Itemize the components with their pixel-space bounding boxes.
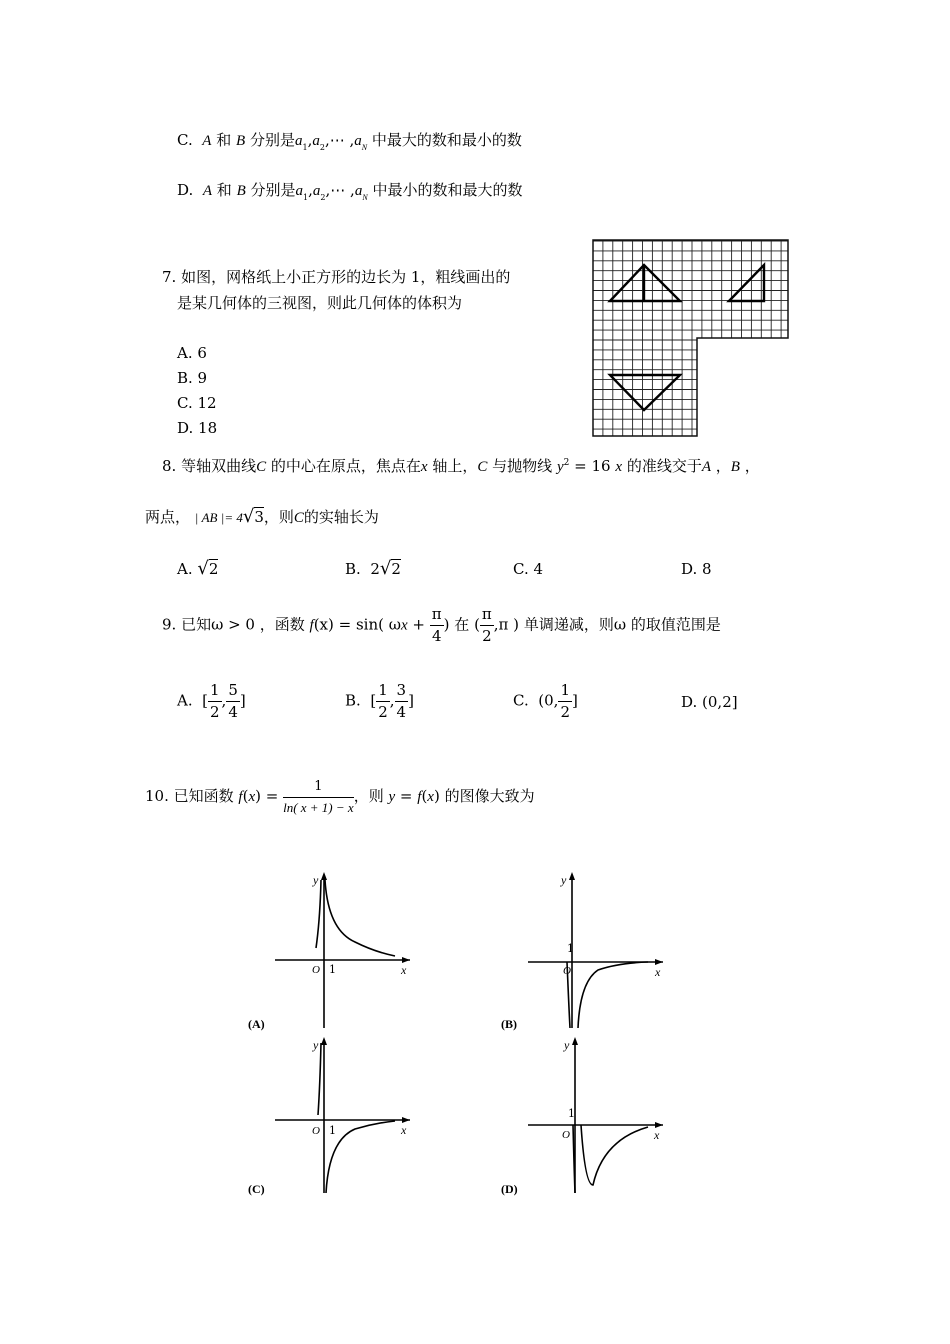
q6-option-d: D. A 和 B 分别是$a_1,a_2,\cdots$ $,a_N$ 中最小的数和最大的数 <box>177 181 523 202</box>
q8-stem-line1: 8. 等轴双曲线C 的中心在原点，焦点在x 轴上，C 与抛物线 $y^2 = 16$ x 的准线交于A ，B ， <box>162 457 760 475</box>
q7-stem-line2: 是某几何体的三视图，则此几何体的体积为 <box>177 294 463 312</box>
graph-c <box>245 1035 415 1195</box>
svg-text:O: O <box>312 964 320 976</box>
q8-option-a: A. √2 <box>177 558 219 579</box>
svg-text:1: 1 <box>568 1107 575 1120</box>
q10-stem: 10. 已知函数 f(x) = $\frac{1}{\ln( x + 1) - x}$ ，则 y = f(x) 的图像大致为 <box>145 779 535 815</box>
q7-option-d: D. 18 <box>177 419 218 437</box>
svg-text:1: 1 <box>329 963 336 976</box>
svg-text:O: O <box>312 1125 320 1137</box>
q6-option-c: C. A 和 B 分别是$a_1,a_2,\cdots$ $,a_N$ 中最大的数和最小的数 <box>177 131 522 152</box>
svg-text:y: y <box>561 873 567 887</box>
svg-text:(D): (D) <box>501 1182 518 1196</box>
q9-option-b: B. [ $\frac{1}{2}$ , $\frac{3}{4}$ ] <box>345 681 414 721</box>
q8-stem-line2: 两点， | AB |= 4√3，则C的实轴长为 <box>145 506 379 527</box>
q7-option-a: A. 6 <box>177 344 207 362</box>
svg-text:y: y <box>564 1038 570 1052</box>
svg-text:1: 1 <box>329 1124 336 1137</box>
q8-option-d: D. 8 <box>681 560 712 578</box>
svg-text:y: y <box>313 873 319 887</box>
graph-a <box>245 870 415 1030</box>
svg-text:(C): (C) <box>248 1182 265 1196</box>
q9-option-c: C. (0, $\frac{1}{2}$ ] <box>513 681 578 721</box>
q7-option-c: C. 12 <box>177 394 217 412</box>
svg-text:x: x <box>654 1128 660 1142</box>
svg-text:x: x <box>401 963 407 977</box>
q8-option-c: C. 4 <box>513 560 544 578</box>
svg-text:x: x <box>655 965 661 979</box>
three-view-grid-figure <box>591 240 791 438</box>
q9-option-d: D. (0,2] <box>681 693 738 711</box>
svg-text:O: O <box>562 1129 570 1141</box>
svg-text:y: y <box>313 1038 319 1052</box>
top-view-triangle <box>610 375 680 410</box>
svg-text:x: x <box>401 1123 407 1137</box>
q8-option-b: B. 2√2 <box>345 558 401 579</box>
svg-text:1: 1 <box>567 942 574 955</box>
graph-b <box>498 870 668 1030</box>
svg-text:(A): (A) <box>248 1017 265 1031</box>
q9-stem: 9. 已知ω > 0 ，函数 f(x) = sin( ωx + $\frac{\pi}{4}$ ) 在 ( $\frac{\pi}{2}$ ,π ) 单调递减，则ω 的取值范围是 <box>162 605 721 645</box>
q7-option-b: B. 9 <box>177 369 208 387</box>
graph-d <box>498 1035 668 1195</box>
q9-option-a: A. [ $\frac{1}{2}$ , $\frac{5}{4}$ ] <box>177 681 246 721</box>
svg-text:O: O <box>563 965 571 977</box>
svg-text:(B): (B) <box>501 1017 517 1031</box>
q7-stem-line1: 7. 如图，网格纸上小正方形的边长为 1，粗线画出的 <box>162 268 511 286</box>
